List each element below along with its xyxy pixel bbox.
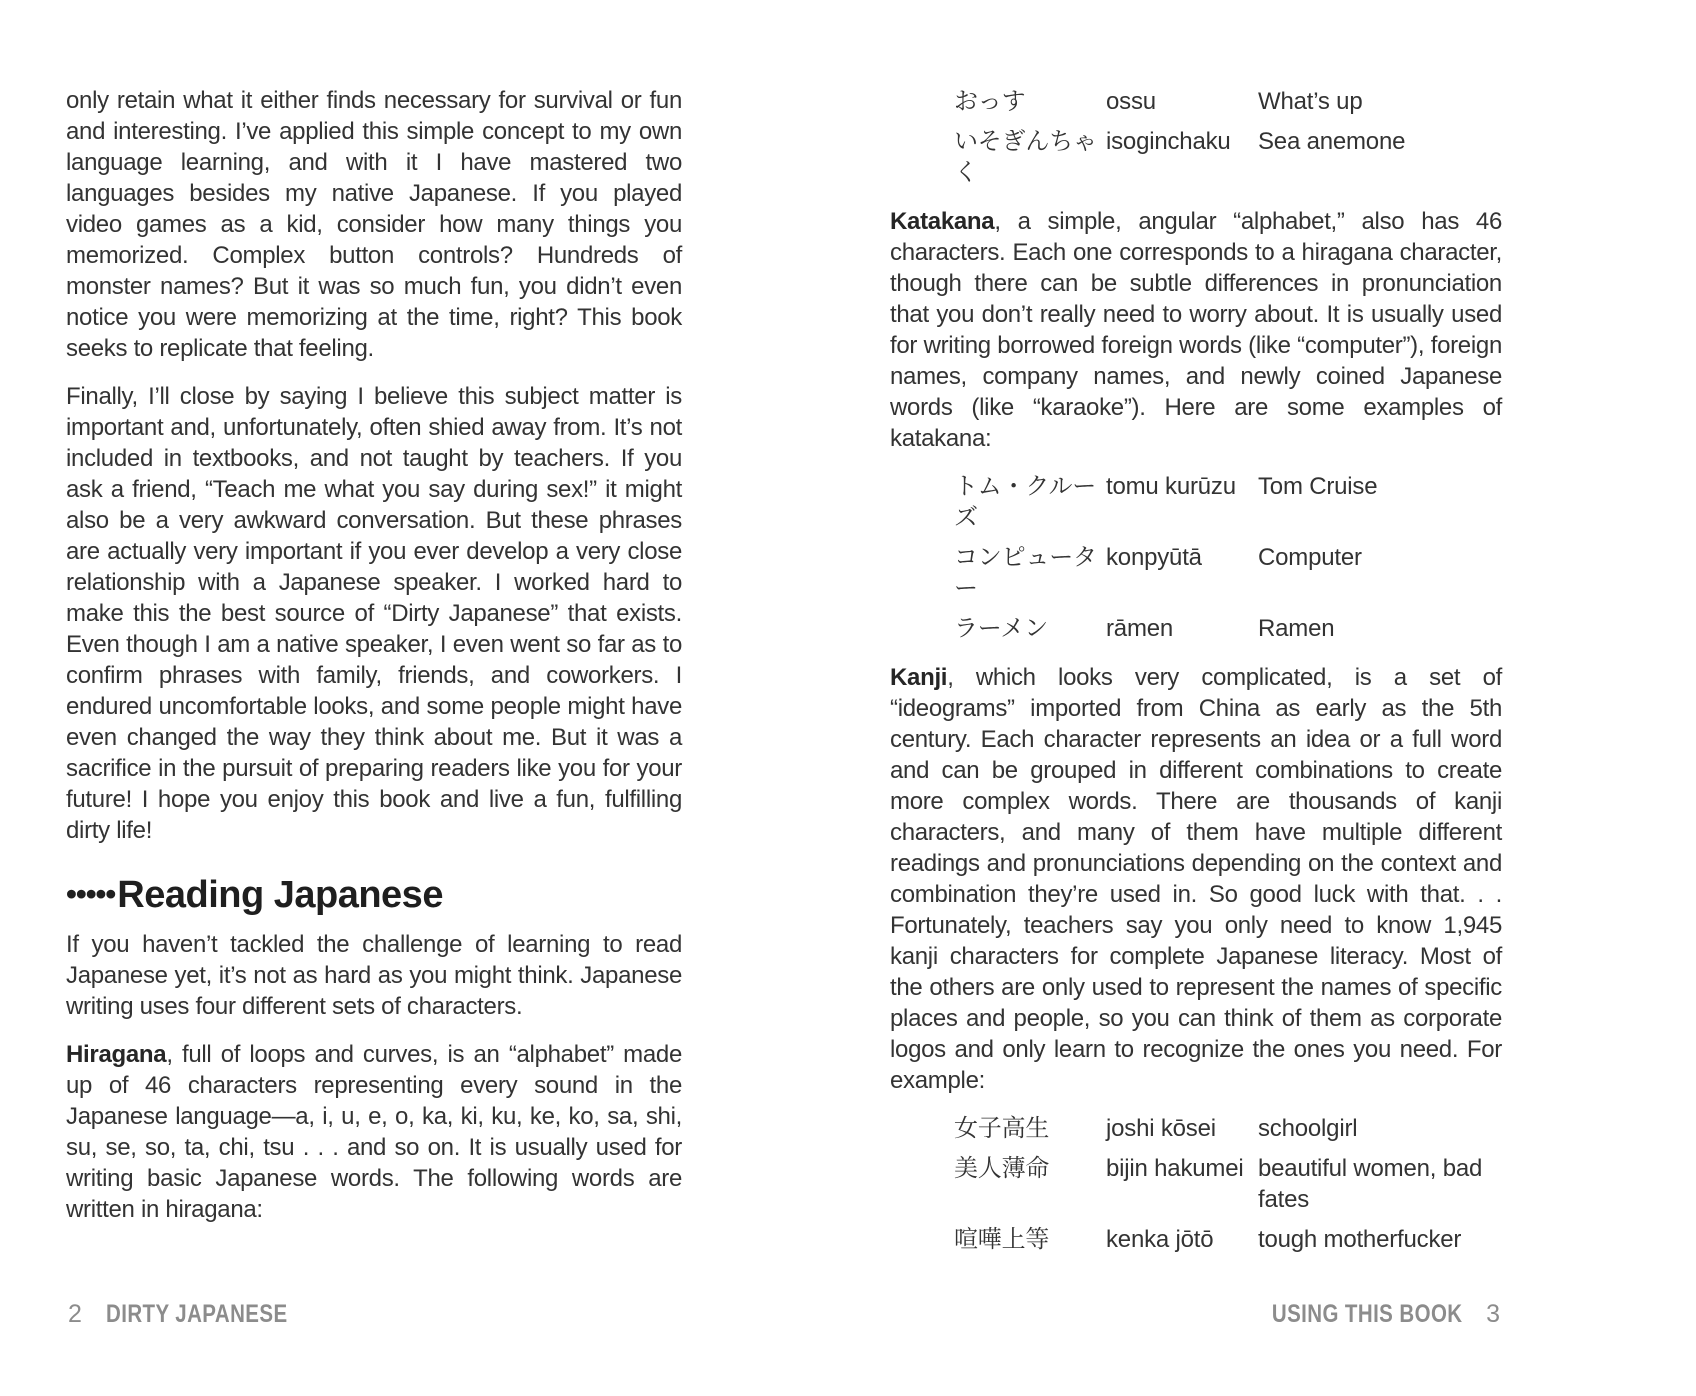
page-number-left: 2 (68, 1300, 82, 1328)
table-row (954, 471, 1502, 533)
paragraph-hiragana-body: , full of loops and curves, is an “alphabet” made up of 46 characters representing every sound in the Japanese language—a, i, u, e, o, ka, ki, ku, ke, ko, sa, shi, su, se, so, ta, chi, tsu . . . and so on. It is usually used for writing basic Japanese words. The following words are written in hiragana: (66, 1041, 682, 1223)
running-title-right: USING THIS BOOK (1271, 1300, 1463, 1328)
page-right (890, 84, 1502, 1273)
cell-japanese: 喧嘩上等 (954, 1226, 1050, 1253)
term-kanji: Kanji (890, 664, 948, 691)
section-heading-reading-japanese (66, 872, 682, 917)
cell-romaji: rāmen (1106, 615, 1174, 642)
cell-english: schoolgirl (1258, 1115, 1358, 1142)
table-row (954, 86, 1502, 117)
paragraph-hiragana (66, 1039, 682, 1225)
cell-japanese: おっす (954, 88, 1026, 115)
cell-japanese: ラーメン (954, 615, 1048, 642)
paragraph-kanji (890, 662, 1502, 1096)
cell-english: Tom Cruise (1258, 473, 1378, 500)
page-number-right: 3 (1486, 1300, 1500, 1328)
cell-english: Computer (1258, 544, 1362, 571)
paragraph-finally: Finally, I’ll close by saying I believe this subject matter is important and, unfortunately, often shied away from. It’s not included in textbooks, and not taught by teachers. If you ask a friend, “Teach me what you say during sex!” it might also be a very awkward conversation. But these phrases are actually very important if you ever develop a very close relationship with a Japanese speaker. I worked hard to make this the best source of “Dirty Japanese” that exists. Even though I am a native speaker, I even went so far as to confirm phrases with family, friends, and coworkers. I endured uncomfortable looks, and some people might have even changed the way they think about me. But it was a sacrifice in the pursuit of preparing readers like you for your future! I hope you enjoy this book and live a fun, fulfilling dirty life! (66, 383, 682, 844)
table-row (954, 126, 1502, 188)
table-row (954, 1224, 1502, 1255)
cell-japanese: いそぎんちゃく (954, 128, 1097, 186)
cell-romaji: konpyūtā (1106, 544, 1202, 571)
cell-romaji: ossu (1106, 88, 1156, 115)
cell-english: Sea anemone (1258, 128, 1406, 155)
vocab-table-hiragana-examples (954, 86, 1502, 188)
table-row (954, 1153, 1502, 1215)
cell-romaji: joshi kōsei (1106, 1115, 1216, 1142)
section-heading-text: Reading Japanese (117, 874, 443, 916)
page-left (66, 85, 682, 1242)
paragraph-kanji-body: , which looks very complicated, is a set of “ideograms” imported from China as early as the 5th century. Each character represents an idea or a full word and can be grouped in different combinations to create more complex words. There are thousands of kanji characters, and many of them have multiple different readings and pronunciations depending on the context and combination they’re used in. So good luck with that. . . Fortunately, teachers say you only need to know 1,945 kanji characters for complete Japanese literacy. Most of the others are only used to represent the names of specific places and people, so you can think of them as corporate logos and only learn to recognize the ones you need. For example: (890, 664, 1502, 1094)
paragraph-reading-intro: If you haven’t tackled the challenge of learning to read Japanese yet, it’s not as hard as you might think. Japanese writing uses four different sets of characters. (66, 931, 682, 1020)
table-row (954, 1113, 1502, 1144)
page-footer-right (1230, 1300, 1500, 1329)
cell-romaji: tomu kurūzu (1106, 473, 1236, 500)
cell-english: Ramen (1258, 615, 1335, 642)
cell-japanese: 女子高生 (954, 1115, 1050, 1142)
cell-romaji: isoginchaku (1106, 128, 1231, 155)
page-footer-left (68, 1300, 327, 1329)
term-hiragana: Hiragana (66, 1041, 167, 1068)
table-row (954, 613, 1502, 644)
heading-dots-ornament: ••••• (66, 876, 116, 911)
term-katakana: Katakana (890, 208, 995, 235)
table-row (954, 542, 1502, 604)
cell-english: tough motherfucker (1258, 1226, 1462, 1253)
cell-romaji: bijin hakumei (1106, 1155, 1244, 1182)
paragraph-intro-continuation: only retain what it either finds necessary for survival or fun and interesting. I’ve applied this simple concept to my own language learning, and with it I have mastered two languages besides my native Japanese. If you played video games as a kid, consider how many things you memorized. Complex button controls? Hundreds of monster names? But it was so much fun, you didn’t even notice you were memorizing at the time, right? This book seeks to replicate that feeling. (66, 87, 682, 362)
cell-romaji: kenka jōtō (1106, 1226, 1214, 1253)
vocab-table-kanji-examples (954, 1113, 1502, 1255)
cell-japanese: 美人薄命 (954, 1155, 1050, 1182)
cell-english: beautiful women, bad fates (1258, 1155, 1483, 1213)
paragraph-katakana (890, 206, 1502, 454)
vocab-table-katakana-examples (954, 471, 1502, 644)
cell-japanese: コンピューター (954, 544, 1097, 602)
cell-english: What’s up (1258, 88, 1363, 115)
running-title-left: DIRTY JAPANESE (105, 1300, 288, 1328)
cell-japanese: トム・クルーズ (954, 473, 1097, 531)
paragraph-katakana-body: , a simple, angular “alphabet,” also has 46 characters. Each one corresponds to a hiragana character, though there can be subtle differences in pronunciation that you don’t really need to worry about. It is usually used for writing borrowed foreign words (like “computer”), foreign names, company names, and newly coined Japanese words (like “karaoke”). Here are some examples of katakana: (890, 208, 1502, 452)
